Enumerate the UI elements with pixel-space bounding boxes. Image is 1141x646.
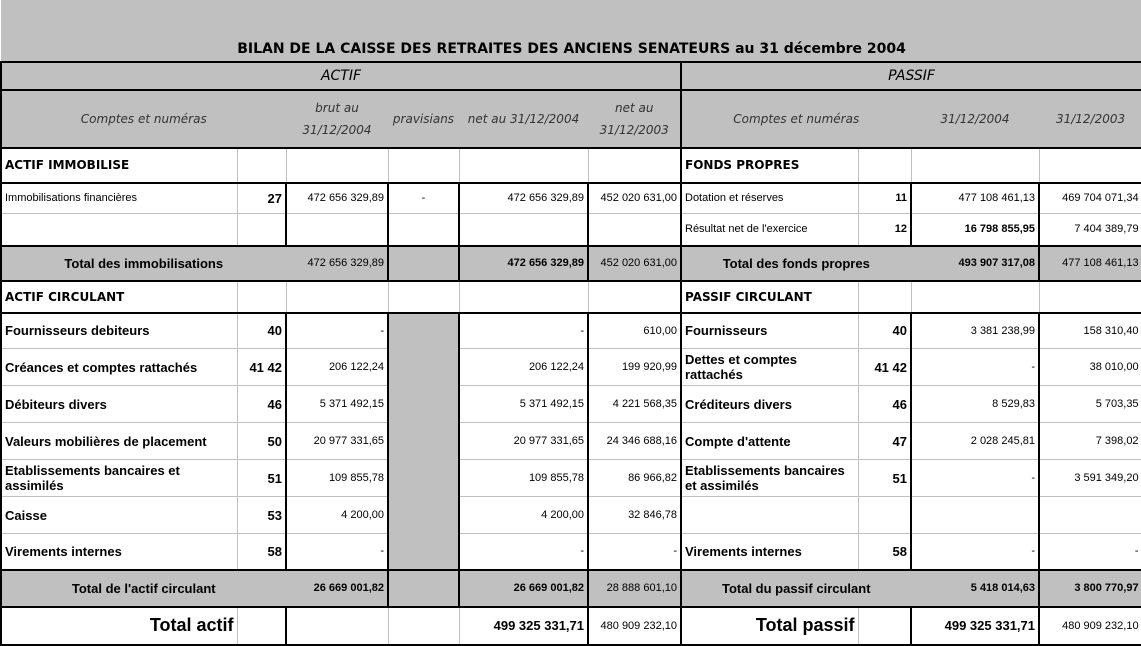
actif-brut-value: 206 122,24	[286, 349, 388, 386]
table-row-item1	[1, 214, 1141, 246]
actif-total-brut: 472 656 329,89	[286, 246, 388, 281]
section-heading-passif: FONDS PROPRES	[681, 148, 858, 183]
passif-account-label: Compte d'attente	[681, 423, 858, 460]
empty-cell	[1039, 148, 1141, 183]
actif-total-provisions	[388, 246, 459, 281]
empty-cell	[388, 281, 459, 313]
passif-2003-value: 3 591 349,20	[1039, 460, 1141, 497]
passif-2003-value: 469 704 071,34	[1039, 183, 1141, 214]
actif-header: ACTIF	[1, 62, 681, 90]
actif-account-number: 50	[237, 423, 286, 460]
actif-account-number: 27	[237, 183, 286, 214]
table-row-item2	[1, 534, 1141, 570]
actif-net-2003-value: 32 846,78	[588, 497, 681, 534]
actif-brut-value: -	[286, 313, 388, 349]
passif-2004-value: -	[911, 460, 1039, 497]
passif-account-number: 47	[858, 423, 911, 460]
total-passif-2004: 499 325 331,71	[911, 607, 1039, 645]
passif-account-number: 11	[858, 183, 911, 214]
empty-cell	[286, 281, 388, 313]
actif-account-label: Créances et comptes rattachés	[1, 349, 237, 386]
actif-account-label: Valeurs mobilières de placement	[1, 423, 237, 460]
actif-account-number: 40	[237, 313, 286, 349]
passif-2004-value: 16 798 855,95	[911, 214, 1039, 246]
passif-2004-value: 8 529,83	[911, 386, 1039, 423]
empty-cell	[237, 148, 286, 183]
actif-account-label: Virements internes	[1, 534, 237, 570]
passif-2003-value: -	[1039, 534, 1141, 570]
actif-account-number: 51	[237, 460, 286, 497]
table-row-section	[1, 281, 1141, 313]
actif-brut-value: 4 200,00	[286, 497, 388, 534]
section-heading-passif: PASSIF CIRCULANT	[681, 281, 858, 313]
table-row-section	[1, 148, 1141, 183]
empty-cell	[588, 281, 681, 313]
empty-cell	[911, 148, 1039, 183]
actif-net-2004-value: 5 371 492,15	[459, 386, 588, 423]
actif-brut-value: 5 371 492,15	[286, 386, 388, 423]
total-actif-label: Total actif	[1, 607, 237, 645]
actif-brut-value	[286, 214, 388, 246]
actif-account-label: Caisse	[1, 497, 237, 534]
actif-provisions-value	[388, 460, 459, 497]
table-row-item2	[1, 497, 1141, 534]
table-row-total	[1, 570, 1141, 607]
table-row-total	[1, 246, 1141, 281]
col-header-net-2004: net au 31/12/2004	[459, 90, 588, 148]
actif-account-number: 46	[237, 386, 286, 423]
actif-total-net-2004: 472 656 329,89	[459, 246, 588, 281]
passif-total-label: Total des fonds propres	[681, 246, 911, 281]
actif-account-number: 53	[237, 497, 286, 534]
actif-provisions-value	[388, 386, 459, 423]
passif-account-number: 51	[858, 460, 911, 497]
total-actif-net-2004: 499 325 331,71	[459, 607, 588, 645]
passif-account-label: Résultat net de l'exercice	[681, 214, 858, 246]
table-row-item2	[1, 423, 1141, 460]
actif-provisions-value	[388, 423, 459, 460]
empty-cell	[237, 607, 286, 645]
passif-2004-value: -	[911, 534, 1039, 570]
section-heading-actif: ACTIF IMMOBILISE	[1, 148, 237, 183]
empty-cell	[388, 148, 459, 183]
actif-provisions-value	[388, 313, 459, 349]
empty-cell	[237, 281, 286, 313]
actif-brut-value: 472 656 329,89	[286, 183, 388, 214]
actif-net-2004-value: 206 122,24	[459, 349, 588, 386]
actif-net-2003-value: 4 221 568,35	[588, 386, 681, 423]
passif-2004-value: 2 028 245,81	[911, 423, 1039, 460]
col-header-provisions: pravisians	[388, 90, 459, 148]
empty-cell	[286, 148, 388, 183]
passif-account-label: Fournisseurs	[681, 313, 858, 349]
actif-account-number	[237, 214, 286, 246]
actif-net-2003-value: 24 346 688,16	[588, 423, 681, 460]
actif-net-2003-value: 199 920,99	[588, 349, 681, 386]
passif-total-2004: 5 418 014,63	[911, 570, 1039, 607]
passif-account-number: 41 42	[858, 349, 911, 386]
actif-net-2003-value: -	[588, 534, 681, 570]
actif-net-2003-value: 452 020 631,00	[588, 183, 681, 214]
passif-total-2003: 3 800 770,97	[1039, 570, 1141, 607]
passif-header: PASSIF	[681, 62, 1141, 90]
actif-total-net-2003: 28 888 601,10	[588, 570, 681, 607]
passif-account-label: Créditeurs divers	[681, 386, 858, 423]
passif-account-label: Virements internes	[681, 534, 858, 570]
passif-account-number: 40	[858, 313, 911, 349]
table-row-item2	[1, 386, 1141, 423]
section-heading-actif: ACTIF CIRCULANT	[1, 281, 237, 313]
actif-net-2003-value: 610,00	[588, 313, 681, 349]
col-header-net-2003: net au 31/12/2003	[588, 90, 681, 148]
total-passif-2003: 480 909 232,10	[1039, 607, 1141, 645]
actif-brut-value: -	[286, 534, 388, 570]
actif-net-2003-value: 86 966,82	[588, 460, 681, 497]
col-header-passif-2003: 31/12/2003	[1039, 90, 1141, 148]
empty-cell	[459, 148, 588, 183]
actif-net-2004-value: -	[459, 534, 588, 570]
total-actif-provisions	[388, 607, 459, 645]
passif-account-number: 46	[858, 386, 911, 423]
actif-account-label: Débiteurs divers	[1, 386, 237, 423]
actif-account-label: Immobilisations financières	[1, 183, 237, 214]
passif-2004-value: -	[911, 349, 1039, 386]
empty-cell	[858, 281, 911, 313]
passif-account-label: Dotation et réserves	[681, 183, 858, 214]
passif-2003-value: 158 310,40	[1039, 313, 1141, 349]
empty-cell	[858, 148, 911, 183]
actif-total-provisions	[388, 570, 459, 607]
actif-net-2004-value: -	[459, 313, 588, 349]
passif-account-label: Dettes et comptes rattachés	[681, 349, 858, 386]
col-header-passif-accounts: Comptes et numéras	[681, 90, 911, 148]
actif-total-label: Total de l'actif circulant	[1, 570, 286, 607]
sheet-title: BILAN DE LA CAISSE DES RETRAITES DES ANCIENS SENATEURS au 31 décembre 2004	[1, 1, 1141, 62]
actif-provisions-value	[388, 534, 459, 570]
actif-provisions-value: -	[388, 183, 459, 214]
passif-account-label: Etablissements bancaires et assimilés	[681, 460, 858, 497]
actif-account-label	[1, 214, 237, 246]
table-row-item2	[1, 349, 1141, 386]
empty-cell	[1039, 281, 1141, 313]
actif-account-label: Etablissements bancaires et assimilés	[1, 460, 237, 497]
actif-provisions-value	[388, 349, 459, 386]
actif-brut-value: 20 977 331,65	[286, 423, 388, 460]
total-actif-net-2003: 480 909 232,10	[588, 607, 681, 645]
actif-account-label: Fournisseurs debiteurs	[1, 313, 237, 349]
table-row-item1	[1, 183, 1141, 214]
total-passif-label: Total passif	[681, 607, 858, 645]
actif-account-number: 41 42	[237, 349, 286, 386]
passif-2003-value: 7 404 389,79	[1039, 214, 1141, 246]
actif-total-net-2004: 26 669 001,82	[459, 570, 588, 607]
passif-total-2004: 493 907 317,08	[911, 246, 1039, 281]
actif-total-brut: 26 669 001,82	[286, 570, 388, 607]
actif-account-number: 58	[237, 534, 286, 570]
passif-2004-value	[911, 497, 1039, 534]
table-row-item2	[1, 313, 1141, 349]
actif-total-net-2003: 452 020 631,00	[588, 246, 681, 281]
empty-cell	[588, 148, 681, 183]
passif-total-label: Total du passif circulant	[681, 570, 911, 607]
col-header-passif-2004: 31/12/2004	[911, 90, 1039, 148]
actif-provisions-value	[388, 214, 459, 246]
empty-cell	[858, 607, 911, 645]
col-header-actif-accounts: Comptes et numéras	[1, 90, 286, 148]
empty-cell	[459, 281, 588, 313]
table-row-grand	[1, 607, 1141, 645]
actif-net-2003-value	[588, 214, 681, 246]
passif-2004-value: 477 108 461,13	[911, 183, 1039, 214]
empty-cell	[911, 281, 1039, 313]
passif-account-number: 12	[858, 214, 911, 246]
actif-net-2004-value: 472 656 329,89	[459, 183, 588, 214]
actif-total-label: Total des immobilisations	[1, 246, 286, 281]
actif-net-2004-value: 20 977 331,65	[459, 423, 588, 460]
passif-2003-value	[1039, 497, 1141, 534]
total-actif-brut	[286, 607, 388, 645]
passif-2004-value: 3 381 238,99	[911, 313, 1039, 349]
actif-net-2004-value: 109 855,78	[459, 460, 588, 497]
passif-account-label	[681, 497, 858, 534]
table-row-item2	[1, 460, 1141, 497]
actif-provisions-value	[388, 497, 459, 534]
col-header-brut: brut au 31/12/2004	[286, 90, 388, 148]
actif-net-2004-value	[459, 214, 588, 246]
actif-net-2004-value: 4 200,00	[459, 497, 588, 534]
actif-brut-value: 109 855,78	[286, 460, 388, 497]
passif-total-2003: 477 108 461,13	[1039, 246, 1141, 281]
passif-2003-value: 38 010,00	[1039, 349, 1141, 386]
passif-account-number: 58	[858, 534, 911, 570]
passif-account-number	[858, 497, 911, 534]
passif-2003-value: 5 703,35	[1039, 386, 1141, 423]
passif-2003-value: 7 398,02	[1039, 423, 1141, 460]
